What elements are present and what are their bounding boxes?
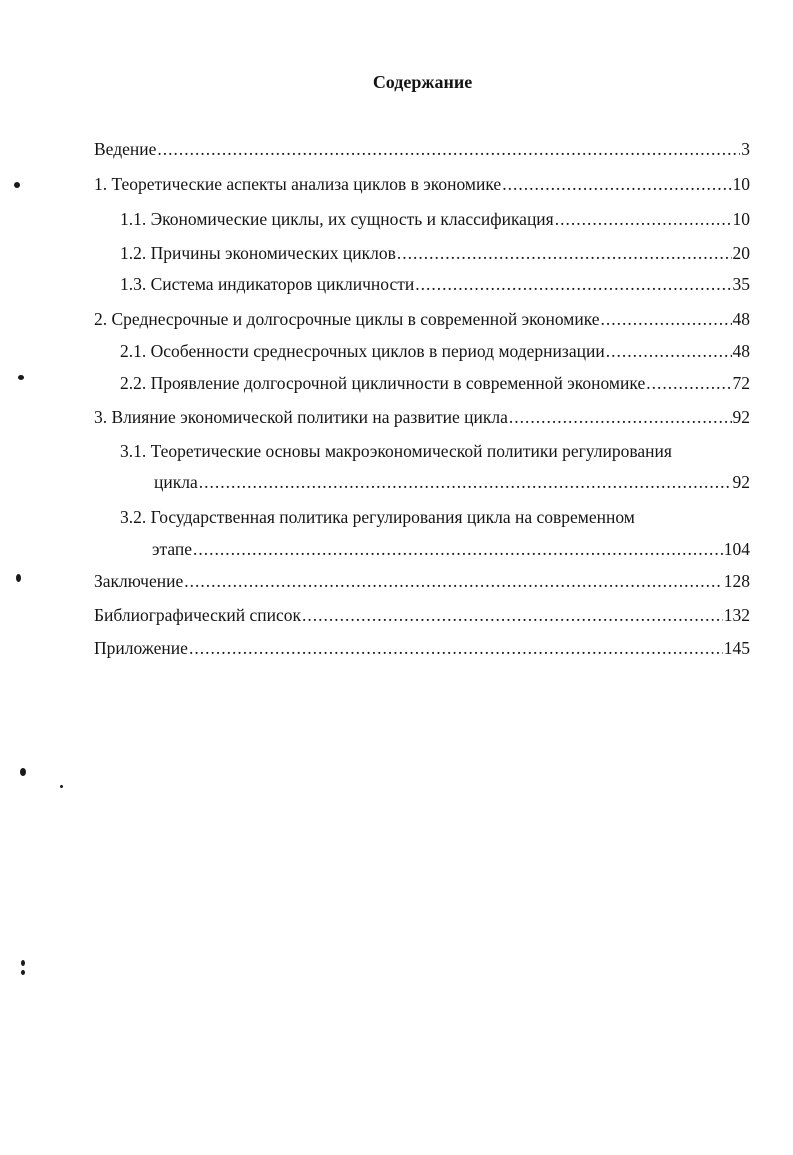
toc-entry-section-2-2 <box>120 372 750 394</box>
toc-leader-dots <box>184 570 723 592</box>
toc-leader-dots <box>199 471 732 493</box>
toc-entry-chapter-2 <box>94 308 750 330</box>
scan-mark <box>14 182 20 188</box>
toc-label: этапе <box>152 539 193 559</box>
toc-entry-section-2-1 <box>120 340 750 362</box>
toc-entry-introduction <box>94 138 750 160</box>
toc-entry-section-1-3 <box>120 273 750 295</box>
toc-label: 1.3. Система индикаторов цикличности <box>120 274 415 294</box>
toc-page-number: 104 <box>723 539 750 559</box>
toc-entry-conclusion <box>94 570 750 592</box>
toc-page-number: 145 <box>723 638 750 658</box>
toc-label: Приложение <box>94 638 188 658</box>
toc-leader-dots <box>601 308 732 330</box>
toc-label: 3. Влияние экономической политики на развитие цикла <box>94 407 508 427</box>
toc-leader-dots <box>509 406 732 428</box>
scan-mark <box>20 768 26 776</box>
toc-leader-dots <box>397 242 732 264</box>
toc-label-line1: 3.2. Государственная политика регулирования цикла на современном <box>120 507 635 527</box>
toc-leader-dots <box>193 538 723 560</box>
page-title: Содержание <box>372 72 473 92</box>
toc-leader-dots <box>157 138 740 160</box>
toc-label: 2.1. Особенности среднесрочных циклов в период модернизации <box>120 341 605 361</box>
toc-entry-appendix <box>94 637 750 659</box>
toc-leader-dots <box>646 372 731 394</box>
toc-leader-dots <box>415 273 731 295</box>
toc-label: Заключение <box>94 571 184 591</box>
scan-mark <box>21 960 25 966</box>
toc-page-number: 20 <box>732 243 750 263</box>
toc-label-line1: 3.1. Теоретические основы макроэкономической политики регулирования <box>120 441 672 461</box>
toc-entry-section-1-2 <box>120 242 750 264</box>
toc-entry-chapter-1 <box>94 173 750 195</box>
toc-label: 2.2. Проявление долгосрочной цикличности в современной экономике <box>120 373 646 393</box>
toc-entry-bibliography <box>94 604 750 626</box>
toc-label: Библиографический список <box>94 605 302 625</box>
toc-entry-section-3-1 <box>154 471 750 493</box>
toc-leader-dots <box>189 637 723 659</box>
scan-mark <box>16 574 21 582</box>
toc-label: цикла <box>154 472 198 492</box>
toc-page-number: 92 <box>732 407 750 427</box>
toc-label: Ведение <box>94 139 157 159</box>
toc-page-number: 10 <box>732 209 750 229</box>
toc-entry-chapter-3 <box>94 406 750 428</box>
toc-page-number: 3 <box>741 139 750 159</box>
toc-page-number: 35 <box>732 274 750 294</box>
toc-entry-section-3-2 <box>152 538 750 560</box>
scan-mark <box>18 375 24 380</box>
toc-page-number: 128 <box>723 571 750 591</box>
toc-leader-dots <box>555 208 732 230</box>
toc-page-number: 132 <box>723 605 750 625</box>
scan-mark <box>21 970 25 975</box>
toc-label: 1.1. Экономические циклы, их сущность и классификация <box>120 209 554 229</box>
toc-label: 1.2. Причины экономических циклов <box>120 243 396 263</box>
toc-label: 1. Теоретические аспекты анализа циклов в экономике <box>94 174 502 194</box>
toc-page-number: 48 <box>732 309 750 329</box>
toc-label: 2. Среднесрочные и долгосрочные циклы в современной экономике <box>94 309 600 329</box>
toc-page-number: 92 <box>732 472 750 492</box>
scan-mark <box>60 785 63 788</box>
toc-leader-dots <box>606 340 732 362</box>
toc-entry-section-1-1 <box>120 208 750 230</box>
toc-leader-dots <box>502 173 731 195</box>
toc-page-number: 48 <box>732 341 750 361</box>
toc-leader-dots <box>302 604 723 626</box>
toc-page-number: 10 <box>732 174 750 194</box>
toc-page-number: 72 <box>732 373 750 393</box>
